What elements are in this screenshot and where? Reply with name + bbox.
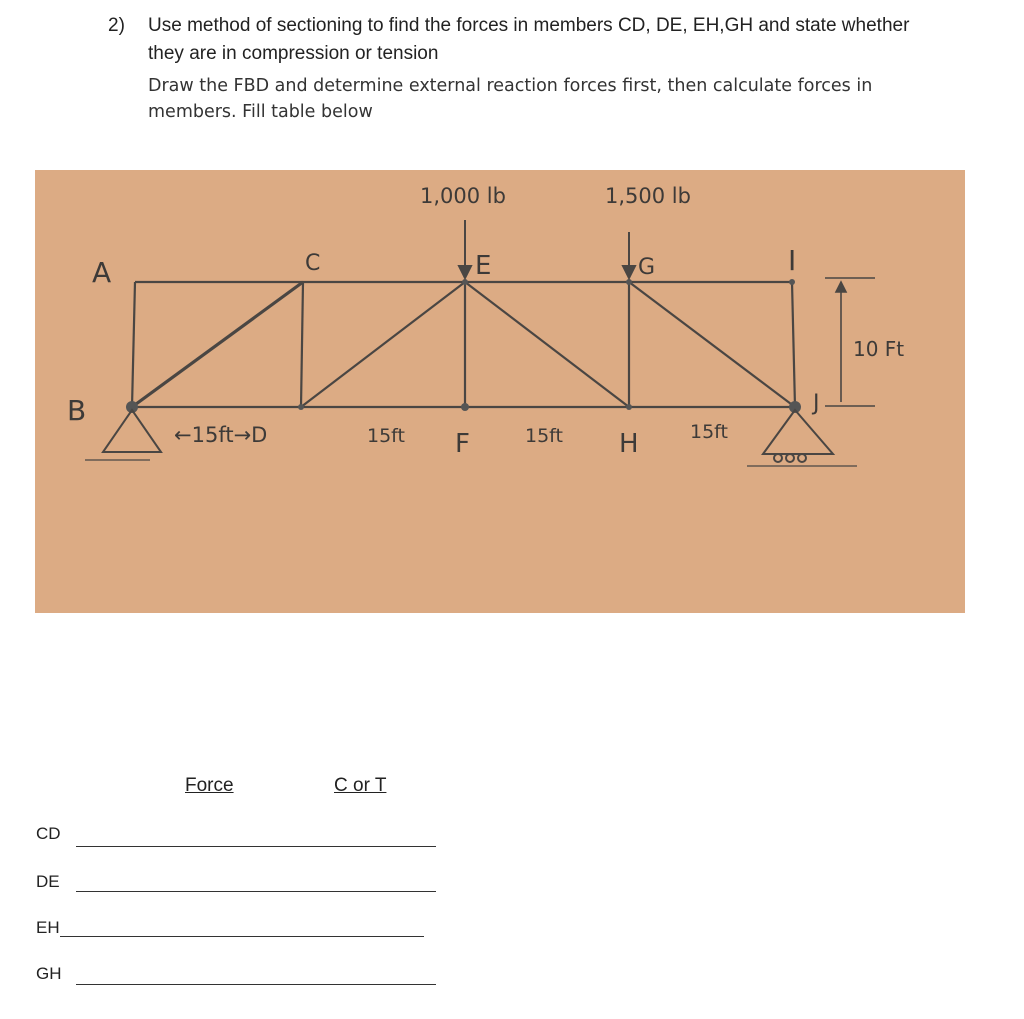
node-label-i: I — [788, 244, 797, 277]
member-ij — [792, 282, 795, 407]
node-label-h: H — [619, 429, 639, 459]
row-label-cd: CD — [36, 824, 61, 843]
dim-arrowhead-top — [836, 282, 846, 292]
problem-line-2: they are in compression or tension — [148, 43, 439, 64]
problem-number: 2) — [108, 15, 125, 36]
load-label-e: 1,000 lb — [420, 184, 506, 208]
answer-blank-eh[interactable] — [60, 936, 424, 937]
span-label-df: 15ft — [367, 425, 405, 447]
truss-photo — [35, 170, 965, 613]
c-or-t-column-header: C or T — [334, 775, 387, 796]
roller-wheel-2 — [786, 454, 794, 462]
joint-i — [789, 279, 795, 285]
pin-support-b — [103, 410, 161, 452]
member-gj — [629, 282, 795, 407]
row-label-eh: EH — [36, 918, 60, 937]
load-arrowhead-g — [623, 266, 635, 278]
answer-blank-cd[interactable] — [76, 846, 436, 847]
node-label-j: J — [813, 391, 820, 416]
node-label-c: C — [305, 251, 321, 276]
node-label-g: G — [638, 255, 656, 280]
node-label-b: B — [67, 394, 87, 427]
node-label-a: A — [92, 256, 112, 289]
member-bc — [132, 282, 303, 407]
problem-instruction-2: members. Fill table below — [148, 102, 373, 122]
truss-members — [132, 282, 795, 407]
answer-blank-de[interactable] — [76, 891, 436, 892]
member-cd — [301, 282, 303, 407]
node-label-e: E — [475, 251, 492, 281]
node-label-f: F — [455, 429, 470, 459]
row-label-de: DE — [36, 872, 60, 891]
joint-d — [298, 404, 304, 410]
span-label-hj: 15ft — [690, 421, 728, 443]
force-column-header: Force — [185, 775, 234, 796]
problem-line-1: Use method of sectioning to find the forces in members CD, DE, EH,GH and state whether — [148, 15, 910, 36]
roller-support-j — [763, 410, 833, 454]
span-label-fh: 15ft — [525, 425, 563, 447]
load-label-g: 1,500 lb — [605, 184, 691, 208]
problem-instruction-1: Draw the FBD and determine external reaction forces first, then calculate forces in — [148, 76, 873, 96]
answer-blank-gh[interactable] — [76, 984, 436, 985]
height-label: 10 Ft — [853, 337, 905, 361]
roller-wheel-1 — [774, 454, 782, 462]
span-label-bd: ←15ft→D — [174, 423, 268, 447]
truss-diagram — [35, 170, 965, 613]
joint-f — [461, 403, 469, 411]
member-eh — [465, 282, 629, 407]
truss-joints — [126, 279, 801, 413]
load-arrowhead-e — [459, 266, 471, 278]
row-label-gh: GH — [36, 964, 62, 983]
joint-h — [626, 404, 632, 410]
member-ab — [132, 282, 135, 407]
roller-wheel-3 — [798, 454, 806, 462]
member-de — [301, 282, 465, 407]
